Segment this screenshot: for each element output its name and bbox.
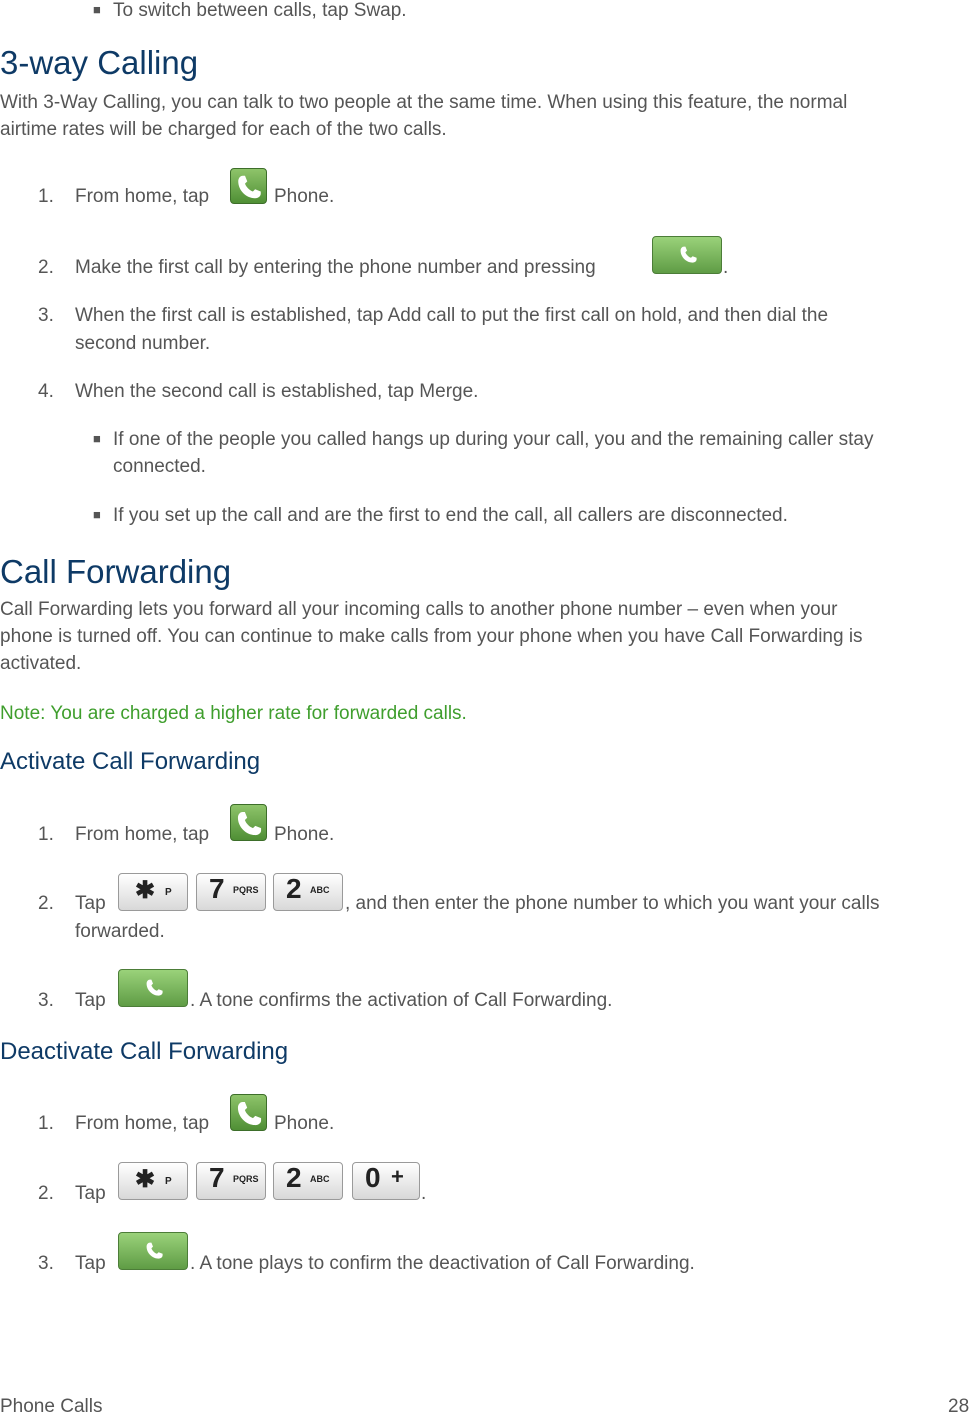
phone-app-icon (230, 1094, 267, 1131)
step-number: 2. (38, 257, 54, 278)
bullet-text: If one of the people you called hangs up during your call, you and the remaining caller stay (113, 429, 874, 450)
footer-section: Phone Calls (0, 1396, 103, 1417)
subsection-title-deactivate: Deactivate Call Forwarding (0, 1038, 289, 1065)
step-number: 3. (38, 305, 54, 326)
step-text: second number. (75, 333, 211, 354)
step-number: 3. (38, 990, 54, 1011)
step-text: . A tone plays to confirm the deactivation of Call Forwarding. (190, 1253, 695, 1274)
call-button-icon (118, 969, 188, 1007)
seven-pqrs-key-icon: 7 PQRS (196, 1162, 266, 1200)
square-bullet-icon: ■ (93, 507, 101, 522)
step-text: . (421, 1183, 427, 1204)
step-text: . (723, 257, 729, 278)
subsection-title-activate: Activate Call Forwarding (0, 748, 261, 775)
step-text: Tap (75, 893, 106, 914)
step-text: . A tone confirms the activation of Call Forwarding. (190, 990, 613, 1011)
step-text: When the first call is established, tap Add call to put the first call on hold, and then dial the (75, 305, 829, 326)
step-text: From home, tap (75, 186, 210, 207)
intro-line: With 3-Way Calling, you can talk to two people at the same time. When using this feature, the normal (0, 92, 848, 113)
step-number: 1. (38, 824, 54, 845)
page-number: 28 (948, 1396, 970, 1417)
bullet-text: If you set up the call and are the first to end the call, all callers are disconnected. (113, 505, 788, 526)
step-text: When the second call is established, tap Merge. (75, 381, 479, 402)
star-p-key-icon: ✱ P (118, 873, 188, 911)
zero-plus-key-icon: 0 + (352, 1162, 420, 1200)
step-number: 1. (38, 1113, 54, 1134)
step-text: Phone. (274, 186, 335, 207)
step-text: , and then enter the phone number to which you want your calls (345, 893, 880, 914)
step-text: From home, tap (75, 1113, 210, 1134)
step-text: forwarded. (75, 921, 165, 942)
square-bullet-icon: ■ (93, 431, 101, 446)
step-text: Phone. (274, 824, 335, 845)
step-number: 3. (38, 1253, 54, 1274)
step-text: Make the first call by entering the phone number and pressing (75, 257, 596, 278)
section-title-forwarding: Call Forwarding (0, 553, 232, 590)
star-p-key-icon: ✱ P (118, 1162, 188, 1200)
section-title-3way: 3-way Calling (0, 44, 199, 81)
step-text: From home, tap (75, 824, 210, 845)
intro-line: airtime rates will be charged for each of the two calls. (0, 119, 447, 140)
note-text: Note: You are charged a higher rate for forwarded calls. (0, 703, 467, 724)
intro-line: phone is turned off. You can continue to make calls from your phone when you have Call Forwarding is (0, 626, 863, 647)
call-button-icon (652, 236, 722, 274)
intro-line: activated. (0, 653, 82, 674)
call-button-icon (118, 1232, 188, 1270)
two-abc-key-icon: 2 ABC (273, 1162, 343, 1200)
phone-app-icon (230, 804, 267, 841)
intro-line: Call Forwarding lets you forward all your incoming calls to another phone number – even when your (0, 599, 838, 620)
step-text: Tap (75, 1183, 106, 1204)
two-abc-key-icon: 2 ABC (273, 873, 343, 911)
step-text: Tap (75, 1253, 106, 1274)
step-number: 2. (38, 1183, 54, 1204)
seven-pqrs-key-icon: 7 PQRS (196, 873, 266, 911)
bullet-text: connected. (113, 456, 206, 477)
step-number: 1. (38, 186, 54, 207)
step-text: Phone. (274, 1113, 335, 1134)
step-number: 2. (38, 893, 54, 914)
phone-app-icon (230, 168, 267, 204)
step-text: Tap (75, 990, 106, 1011)
bullet-text: To switch between calls, tap Swap. (113, 0, 407, 21)
step-number: 4. (38, 381, 54, 402)
square-bullet-icon: ■ (93, 2, 101, 17)
